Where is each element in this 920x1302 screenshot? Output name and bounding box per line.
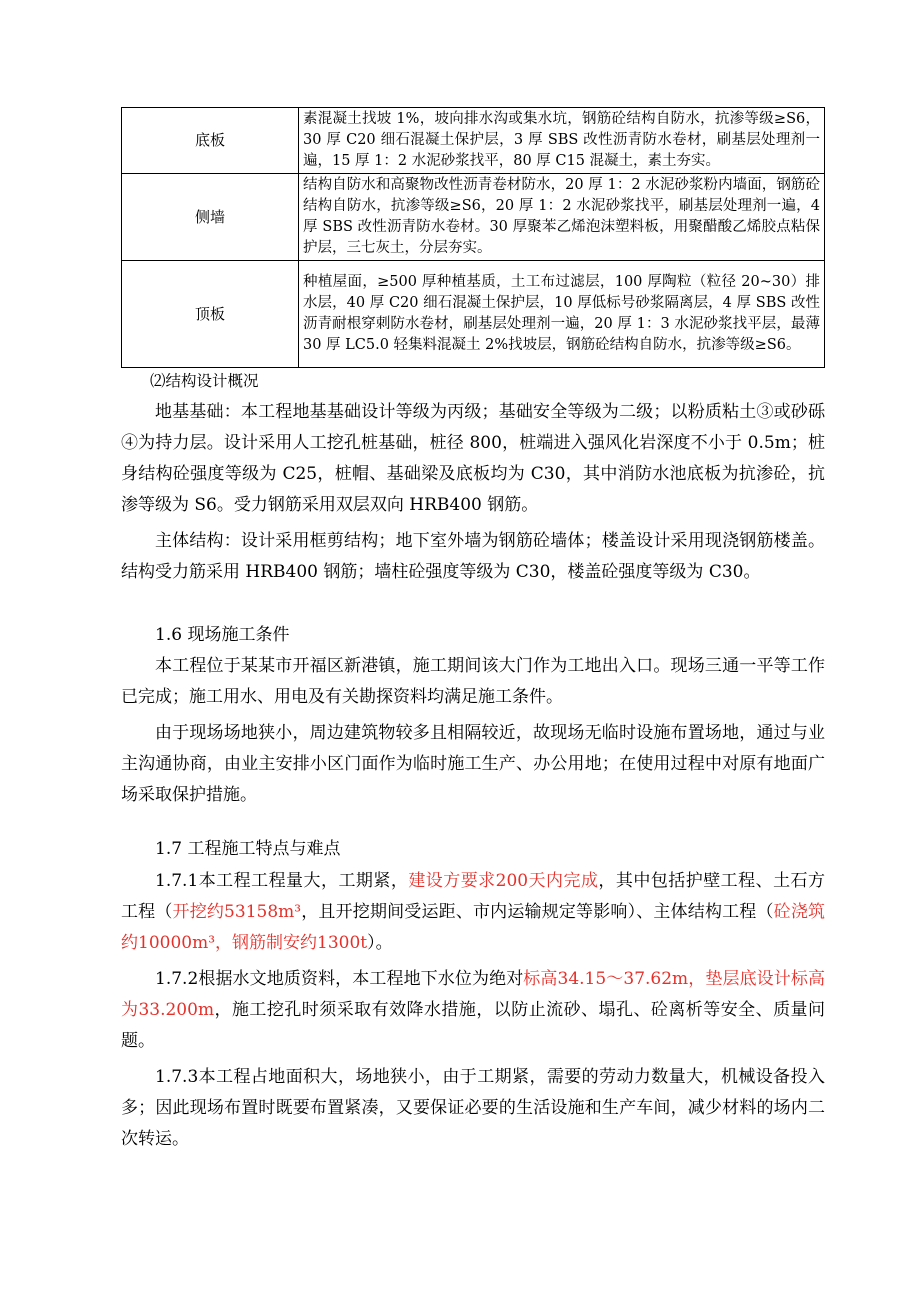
- text-run: ，且开挖期间受运距、市内运输规定等影响）、主体结构工程（: [301, 902, 774, 922]
- row-label: 顶板: [122, 261, 299, 368]
- paragraph: [121, 964, 825, 1057]
- difficulties-block: [121, 866, 825, 1155]
- highlight-text: 标高34.15～37.62m，垫层底设计标高为33.200m: [121, 969, 825, 1020]
- paragraph: 主体结构：设计采用框剪结构；地下室外墙为钢筋砼墙体；楼盖设计采用现浇钢筋楼盖。结构受力筋采用 HRB400 钢筋；墙柱砼强度等级为 C30，楼盖砼强度等级为 C30。: [121, 531, 825, 582]
- row-label: 底板: [122, 108, 299, 174]
- section-heading: 1.7 工程施工特点与难点: [155, 839, 341, 859]
- section-subtitle: ⑵结构设计概况: [150, 372, 259, 390]
- waterproofing-table: [121, 107, 825, 368]
- paragraph: 由于现场场地狭小，周边建筑物较多且相隔较近，故现场无临时设施布置场地，通过与业主沟通协商，由业主安排小区门面作为临时施工生产、办公用地；在使用过程中对原有地面广场采取保护措施。: [121, 723, 825, 805]
- section-heading: 1.6 现场施工条件: [155, 625, 290, 645]
- site-conditions-block: [121, 651, 825, 811]
- text-run: ，施工挖孔时须采取有效降水措施，以防止流砂、塌孔、砼离析等安全、质量问题。: [121, 1000, 825, 1051]
- foundation-paragraph-block: [121, 397, 825, 588]
- table-row: [122, 174, 825, 261]
- paragraph: 1.7.3本工程占地面积大，场地狭小，由于工期紧，需要的劳动力数量大，机械设备投入多；因此现场布置时既要布置紧凑，又要保证必要的生活设施和生产车间，减少材料的场内二次转运。: [121, 1067, 825, 1149]
- row-text: 种植屋面，≥500 厚种植基质，土工布过滤层，100 厚陶粒（粒径 20~30）排水层，40 厚 C20 细石混凝土保护层，10 厚低标号砂浆隔离层，4 厚 SBS 改性沥青耐根穿刺防水卷材，刷基层处理剂一遍，20 厚 1：3 水泥砂浆找平层，最薄 30 厚 LC5.0 轻集料混凝土 2%找坡层，钢筋砼结构自防水，抗渗等级≥S6。: [299, 261, 825, 368]
- text-run: ，其中包括护壁工程、土石方工程（: [121, 871, 826, 922]
- highlight-text: 开挖约53158m³: [172, 902, 302, 922]
- highlight-text: 建设方要求200天内完成: [408, 871, 599, 891]
- paragraph: [121, 866, 825, 959]
- row-text: 结构自防水和高聚物改性沥青卷材防水，20 厚 1：2 水泥砂浆粉内墙面，钢筋砼结构自防水，抗渗等级≥S6，20 厚 1：2 水泥砂浆找平，刷基层处理剂一遍，4 厚 SBS 改性沥青防水卷材。30 厚聚苯乙烯泡沫塑料板，用聚醋酸乙烯胶点粘保护层，三七灰土，分层夯实。: [299, 174, 825, 261]
- text-run: ）。: [367, 933, 393, 953]
- highlight-text: 砼浇筑约10000m³，钢筋制安约1300t: [121, 902, 826, 953]
- row-text: 素混凝土找坡 1%，坡向排水沟或集水坑，钢筋砼结构自防水，抗渗等级≥S6，30 厚 C20 细石混凝土保护层，3 厚 SBS 改性沥青防水卷材，刷基层处理剂一遍，15 厚 1：2 水泥砂浆找平，80 厚 C15 混凝土，素土夯实。: [299, 108, 825, 174]
- text-run: 1.7.2根据水文地质资料，本工程地下水位为绝对: [155, 969, 524, 989]
- row-label: 侧墙: [122, 174, 299, 261]
- paragraph: 本工程位于某某市开福区新港镇，施工期间该大门作为工地出入口。现场三通一平等工作已完成；施工用水、用电及有关勘探资料均满足施工条件。: [121, 656, 825, 707]
- table-row: [122, 108, 825, 174]
- table-row: [122, 261, 825, 368]
- text-run: 1.7.1本工程工程量大，工期紧，: [155, 871, 409, 891]
- paragraph: 地基基础：本工程地基基础设计等级为丙级；基础安全等级为二级；以粉质粘土③或砂砾④为持力层。设计采用人工挖孔桩基础，桩径 800，桩端进入强风化岩深度不小于 0.5m；桩身结构砼强度等级为 C25，桩帽、基础梁及底板均为 C30，其中消防水池底板为抗渗砼，抗渗等级为 S6。受力钢筋采用双层双向 HRB400 钢筋。: [121, 402, 825, 515]
